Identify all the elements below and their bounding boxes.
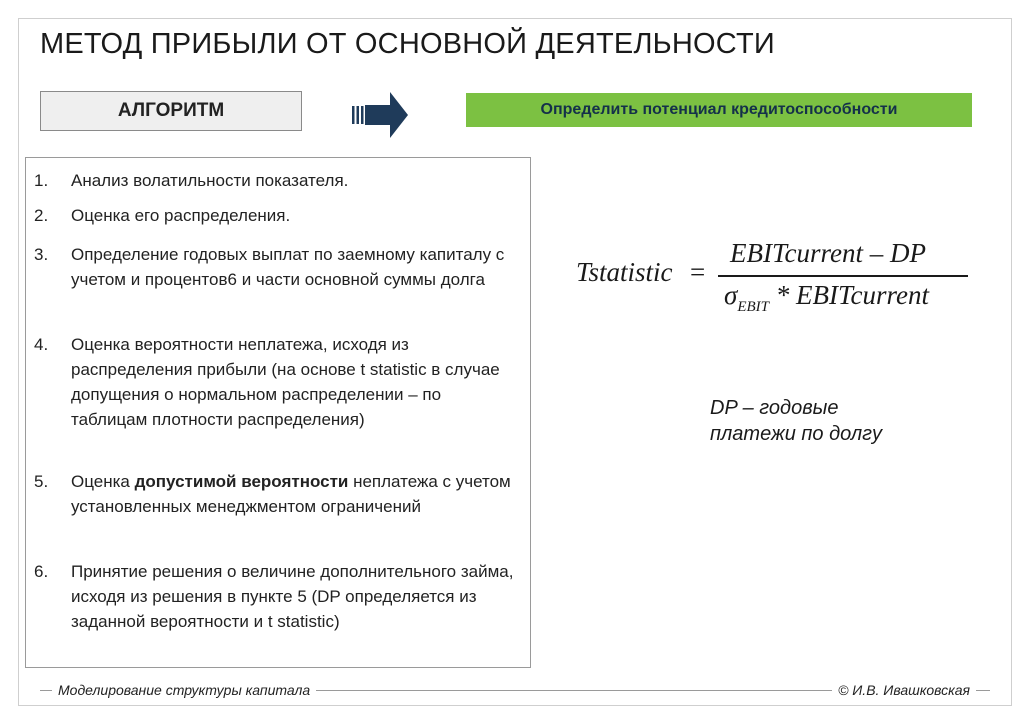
step-text: Анализ волатильности показателя. [71, 171, 349, 190]
step-text-rest: неплатежа с учетом установленных менеджментом ограничений [71, 472, 511, 516]
page-title: МЕТОД ПРИБЫЛИ ОТ ОСНОВНОЙ ДЕЯТЕЛЬНОСТИ [40, 28, 775, 60]
formula-lhs: Tstatistic [576, 257, 673, 287]
algorithm-box [40, 91, 302, 131]
step-number: 5. [34, 472, 49, 491]
step-number: 1. [34, 171, 49, 190]
step-text: Принятие решения о величине дополнительного займа, исходя из решения в пункте 5 (DP определяется из заданной вероятности и t statistic) [71, 562, 514, 631]
step-text-bold: допустимой вероятности [134, 472, 349, 491]
goal-label: Определить потенциал кредитоспособности [540, 101, 898, 118]
step-number: 6. [34, 562, 49, 581]
formula-equals: = [690, 257, 706, 287]
right-arrow-icon [352, 90, 410, 140]
step-text: Оценка его распределения. [71, 206, 291, 225]
sigma-subscript: EBIT [737, 299, 769, 315]
algorithm-label: АЛГОРИТМ [117, 100, 225, 121]
step-text: Определение годовых выплат по заемному капиталу с учетом и процентов6 и части основной суммы долга [71, 245, 505, 289]
dp-note-line-2: платежи по долгу [710, 423, 882, 445]
step-number: 2. [34, 206, 49, 225]
t-statistic-formula [576, 238, 996, 318]
step-text-plain: Оценка [71, 472, 135, 491]
goal-box [466, 93, 972, 127]
footer-course-title: Моделирование структуры капитала [52, 682, 316, 698]
fraction-bar [718, 275, 968, 277]
footer-author: © И.В. Ивашковская [832, 682, 976, 698]
formula-denominator [724, 280, 929, 315]
sigma-symbol: σ [724, 280, 738, 310]
dp-note-line-1: DP – годовые [710, 397, 839, 419]
steps-box [25, 157, 531, 668]
step-number: 3. [34, 245, 49, 264]
formula-numerator: EBITcurrent – DP [730, 238, 926, 268]
denominator-rest: * EBITcurrent [769, 280, 929, 310]
step-number: 4. [34, 335, 49, 354]
dp-note [710, 395, 882, 447]
step-text [71, 469, 521, 519]
step-text: Оценка вероятности неплатежа, исходя из распределения прибыли (на основе t statistic в случае допущения о нормальном распределении – по таблицам плотности распределения) [71, 335, 500, 429]
